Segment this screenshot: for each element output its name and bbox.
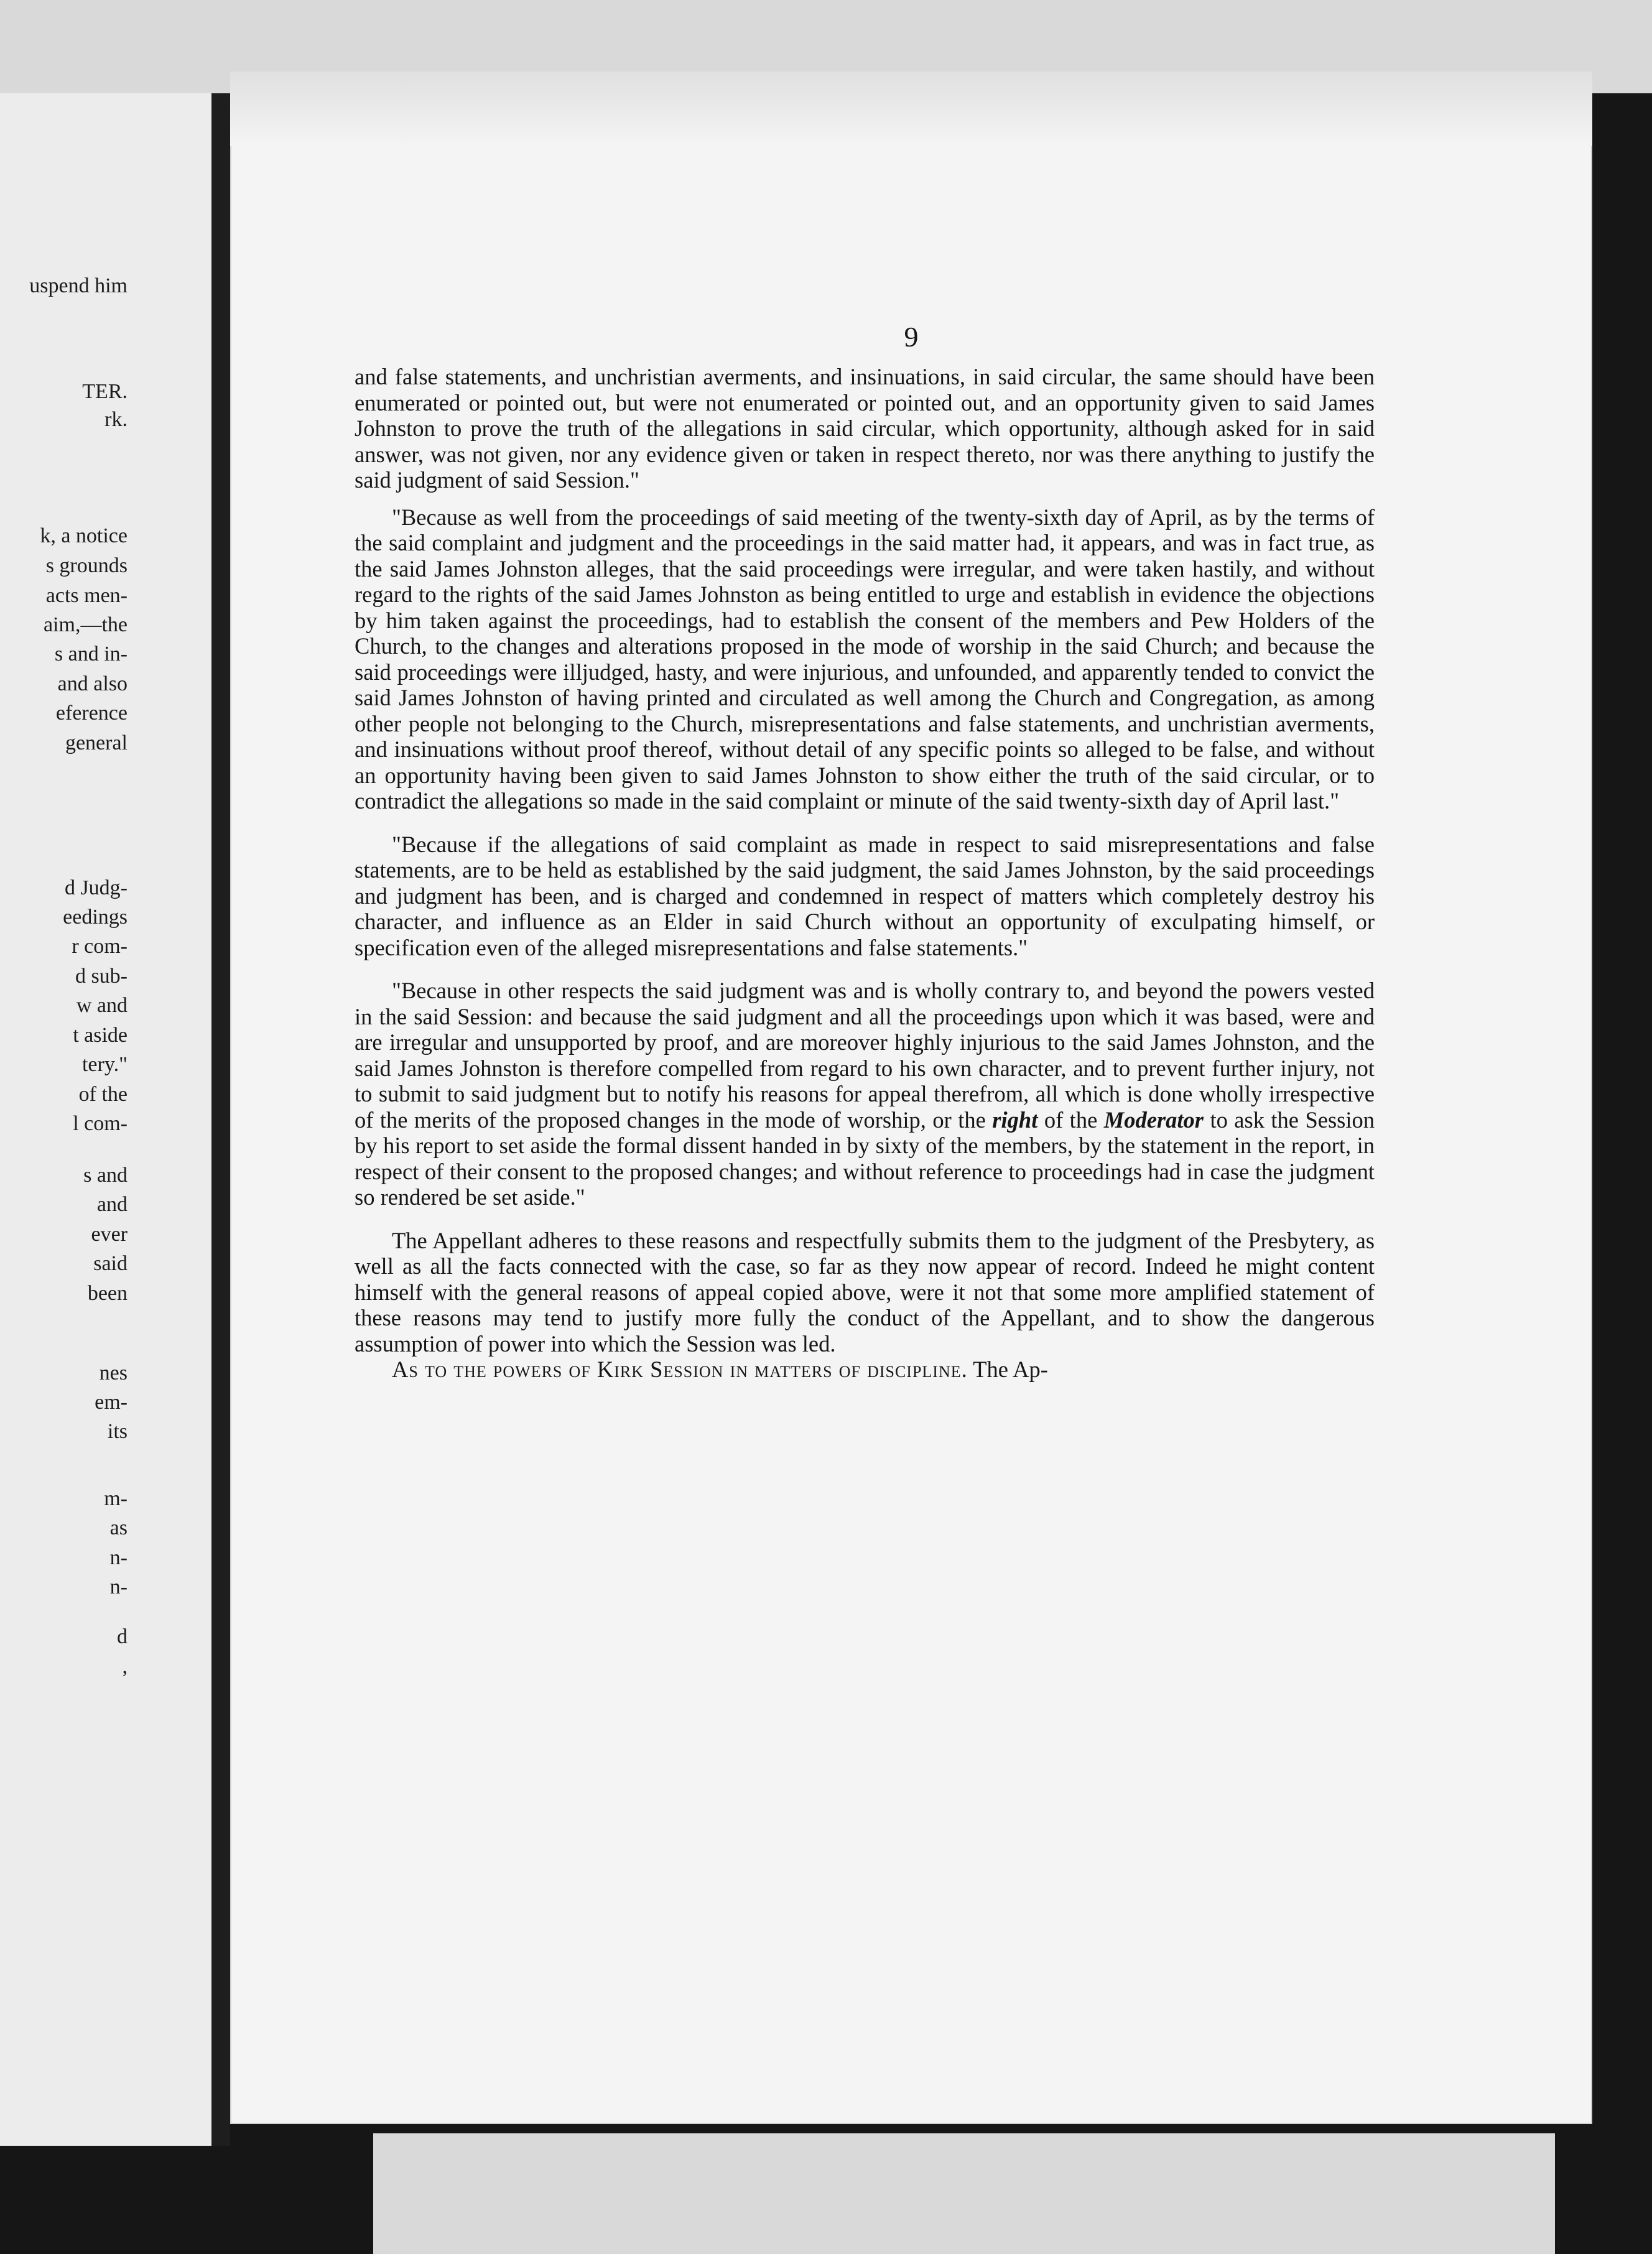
paragraph-3: "Because if the allegations of said complaint as made in respect to said misrepresentations and false statements, are to be held as established by the said judgment, the said James Johnston, by the said proceedings and judgment has been, and is charged and condemned in respect of matters which completely destroy his character, and influence as an Elder in said Church without an opportunity of exculpating himself, or specification even of the alleged misrepresentations and false statements." — [355, 831, 1375, 960]
left-page-fragment: uspend him — [29, 274, 128, 297]
left-page-fragment: s and in- — [54, 642, 128, 666]
left-page-fragment: nes — [99, 1361, 128, 1384]
left-page-fragment: n- — [109, 1546, 128, 1569]
left-page-fragment: d Judg- — [64, 876, 128, 899]
paragraph-4 — [355, 978, 1375, 1210]
left-page-fragment: m- — [104, 1487, 128, 1510]
paragraph-4-part-1: "Because in other respects the said judgment was and is wholly contrary to, and beyond the powers vested in the said Session: and because the said judgment and all the proceedings upon which it was based, were and are irregular and unsupported by proof, and are moreover highly injurious to the said James Johnston, and the said James Johnston is therefore compelled from regard to his own character, and to prevent further injury, not to submit to said judgment but to notify his reasons for appeal therefrom, all which is done wholly irrespective of the merits of the proposed changes in the mode of worship, or the — [355, 978, 1375, 1133]
left-page-fragment: and — [96, 1193, 128, 1216]
left-page-fragment: aim,—the — [43, 613, 128, 636]
section-heading-continuation: The Ap- — [973, 1357, 1048, 1382]
left-page-edge — [0, 93, 211, 2146]
left-page-fragment: r com- — [72, 935, 128, 958]
left-page-fragment: w and — [76, 994, 128, 1017]
left-page-fragment: d — [117, 1625, 128, 1648]
page-gutter — [211, 93, 230, 2146]
left-page-fragment: its — [107, 1420, 128, 1443]
left-page-fragment: said — [93, 1252, 128, 1275]
left-page-fragment: , — [122, 1655, 128, 1678]
paragraph-1: and false statements, and unchristian averments, and insinuations, in said circular, the same should have been enumerated or pointed out, but were not enumerated or pointed out, and an opportunity given to said James Johnston to prove the truth of the allegations in said circular, which opportunity, although asked for in said answer, was not given, nor any evidence given or taken in respect thereto, nor was there anything to justify the said judgment of said Session." — [355, 364, 1375, 493]
paragraph-2: "Because as well from the proceedings of said meeting of the twenty-sixth day of April, as by the terms of the said complaint and judgment and the proceedings in the said matter had, it appears, and was in fact true, as the said James Johnston alleges, that the said proceedings were irregular, and were taken hastily, and without regard to the rights of the said James Johnston as being entitled to urge and establish in evidence the objections by him taken against the proceedings, had to establish the consent of the members and Pew Holders of the Church, to the changes and alterations proposed in the mode of worship in the said Church; and because the said proceedings were illjudged, hasty, and were injurious, and unfounded, and apparently tended to convict the said James Johnston of having printed and circulated as well among the Church and Congregation, as among other people not belonging to the Church, misrepresentations and false statements, and unchristian averments, and insinuations without proof thereof, without detail of any specific points so alleged to be false, and without an opportunity having been given to said James Johnston to show either the truth of the said circular, or to contradict the allegations so made in the said complaint or minute of the said twenty-sixth day of April last." — [355, 504, 1375, 814]
section-heading — [355, 1357, 1375, 1383]
left-page-fragment: TER. — [82, 380, 128, 403]
left-page-fragment: t aside — [73, 1024, 128, 1047]
scan-bottom-margin — [373, 2133, 1555, 2254]
left-page-fragment: em- — [95, 1391, 128, 1414]
left-page-fragment: general — [65, 731, 128, 754]
left-page-fragment: l com- — [73, 1112, 128, 1135]
left-page-fragment: been — [87, 1282, 128, 1305]
paragraph-4-part-3: to ask the Session by his report to set aside the formal dissent handed in by sixty of the members, by the statement in the report, in respect of their consent to the proposed changes; and without reference to proceedings had in case the judgment so rendered be set aside." — [355, 1106, 1375, 1210]
left-page-fragment: eedings — [63, 906, 128, 929]
right-page — [230, 72, 1592, 2124]
left-page-fragment: of the — [78, 1083, 128, 1106]
italic-moderator: Moderator — [1103, 1106, 1204, 1133]
page-number: 9 — [904, 321, 919, 353]
left-page-fragment: d sub- — [75, 965, 128, 988]
left-page-fragment: ever — [91, 1223, 128, 1246]
left-page-fragment: n- — [109, 1575, 128, 1598]
left-page-fragment: k, a notice — [40, 524, 128, 547]
left-page-fragment: s grounds — [45, 554, 128, 577]
left-page-fragment: eference — [55, 702, 128, 725]
left-page-fragment: s and — [83, 1164, 128, 1187]
paragraph-4-part-2: of the — [1044, 1106, 1098, 1133]
left-page-fragment: acts men- — [45, 584, 128, 607]
left-page-fragment: and also — [57, 672, 128, 695]
left-page-fragment: as — [109, 1516, 128, 1539]
italic-right: right — [992, 1106, 1038, 1133]
paragraph-5: The Appellant adheres to these reasons and respectfully submits them to the judgment of the Presbytery, as well as all the facts connected with the case, so far as they now appear of record. Indeed he might content himself with the general reasons of appeal copied above, were it not that some more amplified statement of these reasons may tend to justify more fully the conduct of the Appellant, and to show the dangerous assumption of power into which the Session was led. — [355, 1227, 1375, 1357]
page-fold — [230, 72, 1592, 146]
left-page-fragment: rk. — [104, 408, 128, 431]
section-heading-title: As to the powers of Kirk Session in matters of discipline. — [392, 1357, 968, 1382]
left-page-fragment: tery." — [81, 1053, 128, 1076]
body-text — [355, 364, 1375, 1383]
